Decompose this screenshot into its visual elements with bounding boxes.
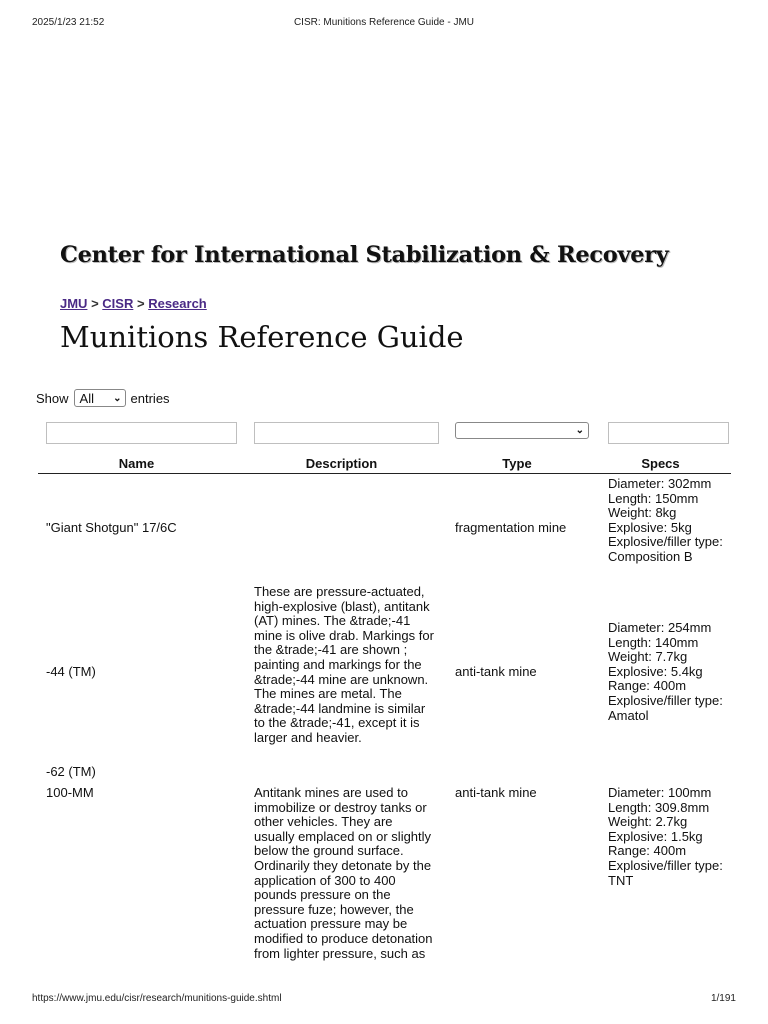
- cell-type: anti-tank mine: [455, 785, 537, 800]
- column-header-description[interactable]: Description: [305, 456, 378, 471]
- column-header-type[interactable]: Type: [502, 456, 532, 471]
- specs-filter-input[interactable]: [608, 422, 729, 444]
- site-title: Center for International Stabilization & Recovery: [60, 242, 669, 268]
- cell-specs: Diameter: 100mm Length: 309.8mm Weight: 2.7kg Explosive: 1.5kg Range: 400m Explosive/filler type: TNT: [608, 785, 723, 888]
- breadcrumb-separator: >: [136, 296, 145, 311]
- description-filter-input[interactable]: [254, 422, 439, 444]
- cell-specs: Diameter: 302mm Length: 150mm Weight: 8kg Explosive: 5kg Explosive/filler type: Composition B: [608, 476, 723, 564]
- chevron-down-icon: ⌄: [113, 392, 122, 404]
- column-header-specs[interactable]: Specs: [641, 456, 680, 471]
- cell-name: 100-MM: [46, 785, 94, 800]
- entries-select[interactable]: [74, 389, 126, 407]
- entries-length-control: [36, 389, 170, 407]
- print-page-title: CISR: Munitions Reference Guide - JMU: [293, 17, 475, 28]
- cell-description: Antitank mines are used to immobilize or destroy tanks or other vehicles. They are usually emplaced on or slightly below the ground surface. Ordinarily they detonate by the application of 300 to 400 pounds pressure on the pressure fuze; however, the actuation pressure may be modified to produce detonation from lighter pressure, such as: [254, 786, 433, 961]
- breadcrumb-link-cisr[interactable]: CISR: [102, 296, 134, 311]
- name-filter-input[interactable]: [46, 422, 237, 444]
- breadcrumb-link-research[interactable]: Research: [148, 296, 207, 311]
- breadcrumb: [60, 296, 207, 311]
- print-page-number: 1/191: [710, 993, 736, 1004]
- cell-name: -44 (TM): [46, 664, 96, 679]
- cell-name: "Giant Shotgun" 17/6C: [46, 520, 177, 535]
- print-header: [32, 17, 736, 31]
- column-header-name[interactable]: Name: [118, 456, 155, 471]
- print-datetime: 2025/1/23 21:52: [32, 17, 105, 28]
- breadcrumb-separator: >: [91, 296, 99, 311]
- cell-name: -62 (TM): [46, 764, 96, 779]
- print-url: https://www.jmu.edu/cisr/research/munitions-guide.shtml: [32, 993, 282, 1004]
- entries-label: entries: [130, 390, 170, 406]
- print-footer: [32, 993, 736, 1007]
- cell-type: fragmentation mine: [455, 520, 567, 535]
- entries-select-value: All: [79, 390, 94, 406]
- page-heading: Munitions Reference Guide: [60, 320, 464, 354]
- cell-specs: Diameter: 254mm Length: 140mm Weight: 7.7kg Explosive: 5.4kg Range: 400m Explosive/filler type: Amatol: [608, 620, 723, 723]
- cell-type: anti-tank mine: [455, 664, 537, 679]
- show-label: Show: [36, 390, 69, 406]
- breadcrumb-link-jmu[interactable]: JMU: [60, 296, 88, 311]
- cell-description: These are pressure-actuated, high-explosive (blast), antitank (AT) mines. The &trade;-41 mine is olive drab. Markings for the &trade;-41 are shown ; painting and markings for the &trade;-44 mine are unknown. The mines are metal. The &trade;-44 landmine is similar to the &trade;-41, except it is larger and heavier.: [254, 584, 434, 745]
- chevron-down-icon: ⌄: [575, 425, 584, 436]
- type-filter-select[interactable]: [455, 422, 589, 439]
- table-header-row: [38, 455, 731, 474]
